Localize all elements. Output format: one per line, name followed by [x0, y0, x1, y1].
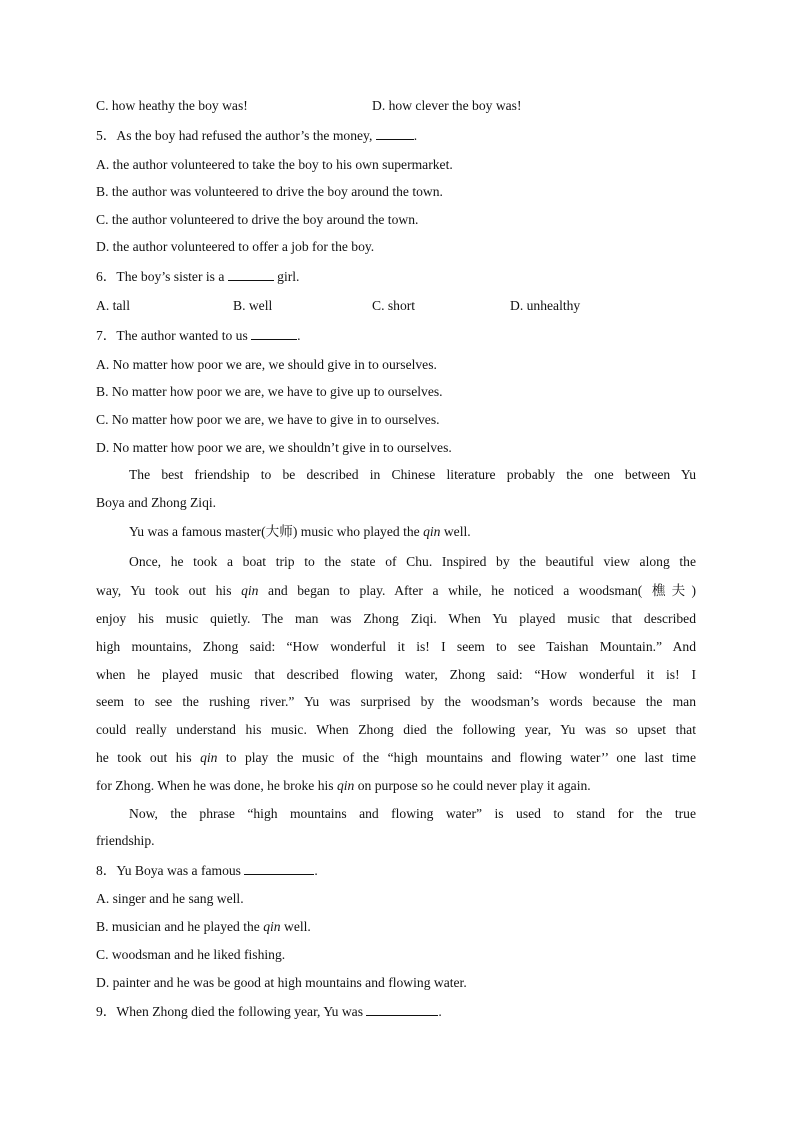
q8-stem [96, 861, 318, 880]
passage-p3-line7: could really understand his music. When Zhong died the following year, Yu was so upset that [96, 722, 696, 737]
q6-stem-text: 6．The boy’s sister is a [96, 269, 228, 284]
passage-p3-line2 [96, 582, 696, 600]
q6-stem [96, 267, 299, 286]
passage-p4-line2: friendship. [96, 833, 155, 848]
passage-p4-line1: Now, the phrase “high mountains and flowing water” is used to stand for the true [129, 806, 696, 821]
q8-stem-end: . [314, 863, 318, 878]
passage-p2-end: well. [440, 524, 471, 539]
q5-stem [96, 126, 417, 145]
passage-p2-text: Yu was a famous master(大师) music who played the [129, 524, 424, 539]
q4-option-c: C. how heathy the boy was! [96, 98, 248, 113]
passage-p3-line9-a: for Zhong. When he was done, he broke his [96, 778, 337, 793]
passage-p3-line8-a: he took out his [96, 750, 201, 765]
q8-stem-text: 8．Yu Boya was a famous [96, 863, 245, 878]
q5-stem-text: 5．As the boy had refused the author’s the money, [96, 128, 376, 143]
passage-p3-line2-b: and began to play. After a while, he noticed a woodsman( 樵夫) [258, 583, 696, 598]
q4-option-d: D. how clever the boy was! [372, 98, 522, 113]
q5-stem-end: . [413, 128, 418, 143]
q6-option-a: A. tall [96, 298, 130, 313]
qin-term: qin [263, 919, 281, 934]
q6-option-d: D. unhealthy [510, 298, 581, 313]
passage-p3-line5: when he played music that described flowing water, Zhong said: “How wonderful it is! I [96, 667, 696, 682]
passage-p3-line1: Once, he took a boat trip to the state of Chu. Inspired by the beautiful view along the [129, 554, 696, 569]
passage-p3-line4: high mountains, Zhong said: “How wonderful it is! I seem to see Taishan Mountain.” And [96, 639, 696, 654]
q7-option-d: D. No matter how poor we are, we shouldn’t give in to ourselves. [96, 440, 452, 455]
passage-p3-line8-b: to play the music of the “high mountains and flowing water’’ one last time [217, 750, 697, 765]
answer-blank [251, 326, 297, 340]
qin-term: qin [241, 583, 259, 598]
answer-blank [366, 1002, 438, 1016]
q7-stem-end: . [297, 328, 301, 343]
q5-option-a: A. the author volunteered to take the boy to his own supermarket. [96, 157, 453, 172]
q5-option-d: D. the author volunteered to offer a job for the boy. [96, 239, 375, 254]
passage-p2 [129, 523, 471, 541]
q6-option-b: B. well [233, 298, 273, 313]
q8-option-b-pre: B. musician and he played the [96, 919, 264, 934]
answer-blank [244, 861, 314, 875]
q5-option-c: C. the author volunteered to drive the boy around the town. [96, 212, 419, 227]
q7-stem-text: 7．The author wanted to us [96, 328, 252, 343]
passage-p3-line8 [96, 749, 696, 767]
q9-stem-end: . [438, 1004, 442, 1019]
passage-p1-line1: The best friendship to be described in Chinese literature probably the one between Yu [129, 467, 696, 482]
q8-option-a: A. singer and he sang well. [96, 891, 244, 906]
q6-stem-end: girl. [273, 269, 300, 284]
qin-term: qin [336, 778, 355, 793]
q7-option-c: C. No matter how poor we are, we have to give in to ourselves. [96, 412, 440, 427]
passage-p3-line2-a: way, Yu took out his [96, 583, 242, 598]
q9-stem [96, 1002, 442, 1021]
q7-option-b: B. No matter how poor we are, we have to give up to ourselves. [96, 384, 443, 399]
q8-option-c: C. woodsman and he liked fishing. [96, 947, 286, 962]
q9-stem-text: 9．When Zhong died the following year, Yu was [96, 1004, 367, 1019]
q8-option-b [96, 918, 311, 936]
passage-p3-line9-b: on purpose so he could never play it again. [354, 778, 591, 793]
qin-term: qin [423, 524, 441, 539]
answer-blank [228, 267, 274, 281]
passage-p1-line2: Boya and Zhong Ziqi. [96, 495, 217, 510]
passage-p3-line9 [96, 777, 591, 795]
q7-option-a: A. No matter how poor we are, we should give in to ourselves. [96, 357, 437, 372]
q5-option-b: B. the author was volunteered to drive the boy around the town. [96, 184, 443, 199]
q8-option-b-post: well. [280, 919, 311, 934]
q8-option-d: D. painter and he was be good at high mountains and flowing water. [96, 975, 467, 990]
qin-term: qin [200, 750, 218, 765]
passage-p3-line6: seem to see the rushing river.” Yu was surprised by the woodsman’s words because the man [96, 694, 696, 709]
q7-stem [96, 326, 301, 345]
passage-p3-line3: enjoy his music quietly. The man was Zhong Ziqi. When Yu played music that described [96, 611, 696, 626]
q6-option-c: C. short [372, 298, 416, 313]
answer-blank [376, 126, 414, 140]
